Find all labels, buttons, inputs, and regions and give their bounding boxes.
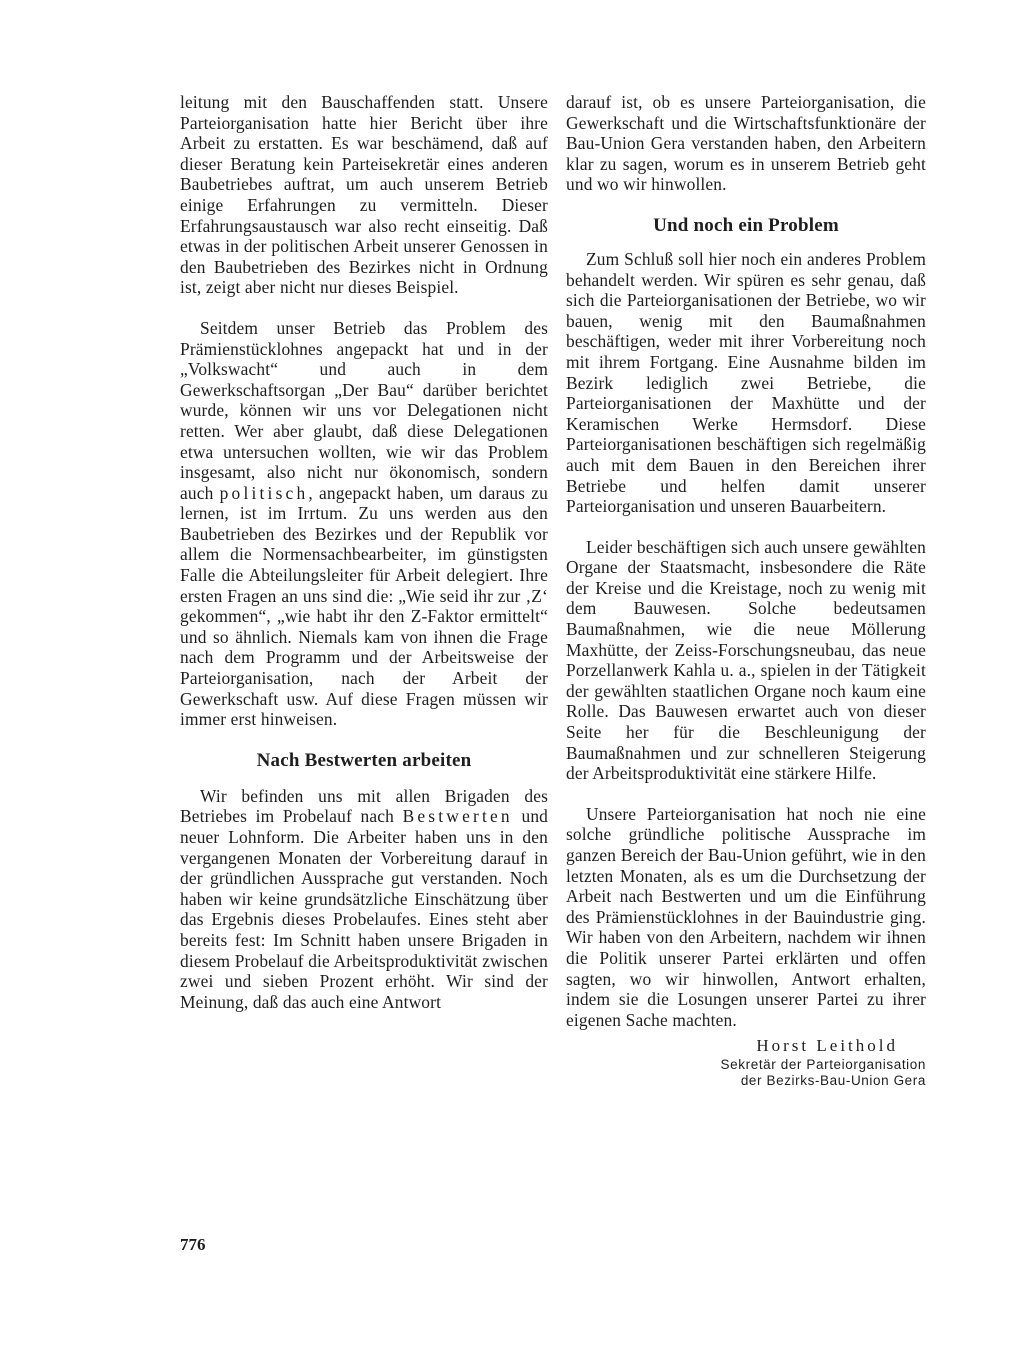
left-column: [180, 92, 548, 1032]
spaced-word-politisch: politisch: [219, 482, 309, 503]
signature-block: [566, 1036, 926, 1089]
signature-name: Horst Leithold: [756, 1036, 898, 1056]
left-paragraph-1: leitung mit den Bauschaffenden statt. Unsere Parteiorganisation hatte hier Bericht über ihre Arbeit zu erstatten. Es war beschämend, daß auf dieser Beratung kein Parteisekretär eines anderen Baubetriebes auftrat, um auch unserem Betrieb einige Erfahrungen zu vermitteln. Dieser Erfahrungsaustausch war also recht einseitig. Daß etwas in der politischen Arbeit unserer Genossen in den Baubetrieben des Bezirkes nicht in Ordnung ist, zeigt aber nicht nur dieses Beispiel.: [180, 92, 548, 298]
right-paragraph-1: darauf ist, ob es unsere Parteiorganisation, die Gewerkschaft und die Wirtschaftsfunktionäre der Bau-Union Gera verstanden haben, den Arbeitern klar zu sagen, worum es in unserem Betrieb geht und wo wir hinwollen.: [566, 92, 926, 195]
spaced-word-bestwerten: Bestwerten: [402, 806, 513, 827]
left-paragraph-3-part-a: Wir befinden uns mit allen Brigaden des Betriebes im Probelauf nach: [180, 785, 548, 827]
section-heading-problem: Und noch ein Problem: [653, 214, 839, 236]
right-paragraph-2: Zum Schluß soll hier noch ein anderes Problem behandelt werden. Wir spüren es sehr genau, daß sich die Parteiorganisationen der Betriebe, wo wir bauen, wenig mit den Baumaßnahmen beschäftigen, weder mit ihrer Vorbereitung noch mit ihrem Fortgang. Eine Ausnahme bilden im Bezirk lediglich zwei Betriebe, die Parteiorganisationen der Maxhütte und der Keramischen Werke Hermsdorf. Diese Parteiorganisationen beschäftigen sich regelmäßig auch mit dem Bauen in den Bereichen ihrer Betriebe und helfen damit unserer Parteiorganisation und unseren Bauarbeitern.: [566, 248, 926, 517]
section-heading-bestwerten: Nach Bestwerten arbeiten: [256, 749, 472, 771]
signature-role-line-2: der Bezirks-Bau-Union Gera: [740, 1072, 926, 1088]
left-paragraph-3: [180, 786, 548, 1013]
right-column: [566, 92, 926, 1089]
left-paragraph-2-part-b: , angepackt haben, um daraus zu lernen, ist im Irrtum. Zu uns werden aus den Baubetrieben des Bezirkes und der Republik vor allem die Normensachbearbeiter, im günstigsten Falle die Abteilungsleiter für Arbeit delegiert. Ihre ersten Fragen an uns sind die: „Wie seid ihr zur ‚Z‘ gekommen“, „wie habt ihr den Z-Faktor ermittelt“ und so ähnlich. Niemals kam von ihnen die Frage nach dem Programm und der Arbeitsweise der Parteiorganisation, nach der Arbeit der Gewerkschaft usw. Auf diese Fragen müssen wir immer erst hinweisen.: [180, 482, 549, 730]
right-paragraph-3: Leider beschäftigen sich auch unsere gewählten Organe der Staatsmacht, insbesondere die Räte der Kreise und die Kreistage, noch zu wenig mit dem Bauwesen. Solche bedeutsamen Baumaßnahmen, wie die neue Möllerung Maxhütte, der Zeiss-Forschungsneubau, das neue Porzellanwerk Kahla u. a., spielen in der Tätigkeit der gewählten staatlichen Organe noch kaum eine Rolle. Das Bauwesen erwartet auch von dieser Seite her für die Beschleunigung der Baumaßnahmen und zur schnelleren Steigerung der Arbeitsproduktivität eine stärkere Hilfe.: [566, 536, 926, 784]
left-paragraph-2-part-a: Seitdem unser Betrieb das Problem des Prämienstücklohnes angepackt hat und in der „Volkswacht“ und auch in dem Gewerkschaftsorgan „Der Bau“ darüber berichtet wurde, können wir uns vor Delegationen nicht retten. Wer aber glaubt, daß diese Delegationen etwa untersuchen wollten, wie wir das Problem insgesamt, also nicht nur ökonomisch, sondern auch: [180, 317, 548, 503]
signature-role-line-1: Sekretär der Parteiorganisation: [720, 1056, 926, 1072]
right-paragraph-4: Unsere Parteiorganisation hat noch nie eine solche gründliche politische Aussprache im ganzen Bereich der Bau-Union geführt, wie in den letzten Monaten, als es um die Durchsetzung der Arbeit nach Bestwerten und um die Einführung des Prämienstücklohnes in der Bauindustrie ging. Wir haben von den Arbeitern, nachdem wir ihnen die Politik unserer Partei erklärten und offen sagten, wo wir hinwollen, Antwort erhalten, indem sie die Losungen unserer Partei zu ihrer eigenen Sache machten.: [566, 803, 926, 1030]
left-paragraph-2: [180, 318, 548, 730]
left-paragraph-3-part-b: und neuer Lohnform. Die Arbeiter haben uns in den vergangenen Monaten der Vorbereitung darauf in der gründlichen Aussprache gut verstanden. Noch haben wir keine grundsätzliche Einschätzung über das Ergebnis dieses Probelaufes. Eines steht aber bereits fest: Im Schnitt haben unsere Brigaden in diesem Probelauf die Arbeitsproduktivität zwischen zwei und sieben Prozent erhöht. Wir sind der Meinung, daß das auch eine Antwort: [180, 806, 549, 1012]
page-number: 776: [180, 1235, 206, 1254]
